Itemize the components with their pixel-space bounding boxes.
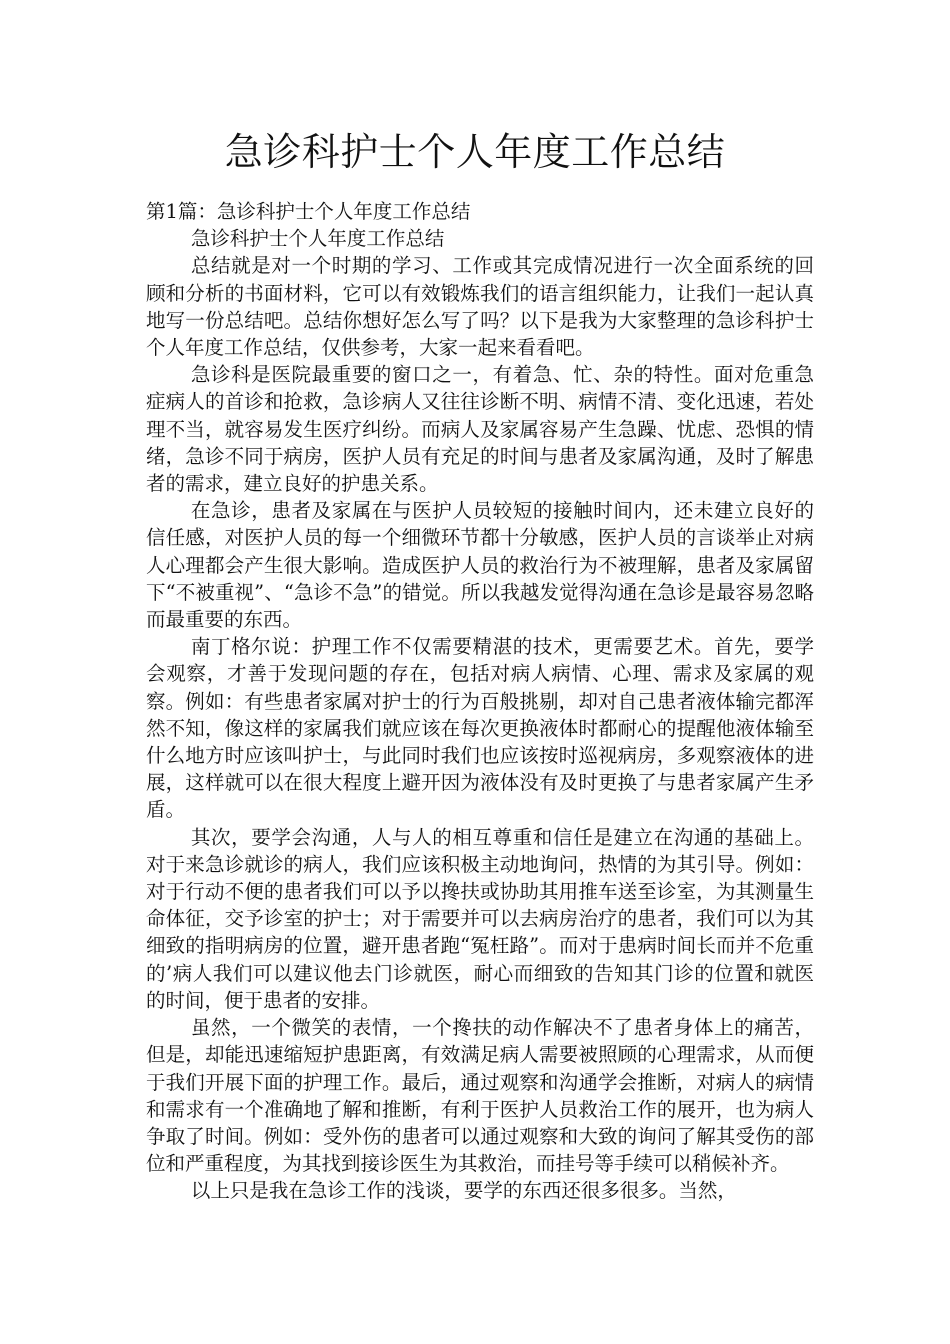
paragraph: 虽然，一个微笑的表情，一个搀扶的动作解决不了患者身体上的痛苦，但是，却能迅速缩短护患距离，有效满足病人需要被照顾的心理需求，从而便于我们开展下面的护理工作。最后，通过观察和沟通学会推断，对病人的病情和需求有一个准确地了解和推断，有利于医护人员救治工作的展开，也为病人争取了时间。例如：受外伤的患者可以通过观察和大致的询问了解其受伤的部位和严重程度，为其找到接诊医生为其救治，而挂号等手续可以稍候补齐。 <box>146 1016 814 1176</box>
document-subtitle: 急诊科护士个人年度工作总结 <box>190 227 445 251</box>
document-body <box>146 198 814 1205</box>
paragraph: 总结就是对一个时期的学习、工作或其完成情况进行一次全面系统的回顾和分析的书面材料，它可以有效锻炼我们的语言组织能力，让我们一起认真地写一份总结吧。总结你想好怎么写了吗？以下是我为大家整理的急诊科护士个人年度工作总结，仅供参考，大家一起来看看吧。 <box>146 254 814 360</box>
paragraph: 以上只是我在急诊工作的浅谈，要学的东西还很多很多。当然， <box>190 1179 737 1203</box>
paragraph: 急诊科是医院最重要的窗口之一，有着急、忙、杂的特性。面对危重急症病人的首诊和抢救，急诊病人又往往诊断不明、病情不清、变化迅速，若处理不当，就容易发生医疗纠纷。而病人及家属容易产生急躁、忧虑、恐惧的情绪，急诊不同于病房，医护人员有充足的时间与患者及家属沟通，及时了解患者的需求，建立良好的护患关系。 <box>146 363 814 496</box>
paragraph: 南丁格尔说：护理工作不仅需要精湛的技术，更需要艺术。首先，要学会观察，才善于发现问题的存在，包括对病人病情、心理、需求及家属的观察。例如：有些患者家属对护士的行为百般挑剔，却对自己患者液体输完都浑然不知，像这样的家属我们就应该在每次更换液体时都耐心的提醒他液体输至什么地方时应该叫护士，与此同时我们也应该按时巡视病房，多观察液体的进展，这样就可以在很大程度上避开因为液体没有及时更换了与患者家属产生矛盾。 <box>146 635 814 822</box>
chapter-heading: 第1篇：急诊科护士个人年度工作总结 <box>146 200 471 223</box>
paragraph: 其次，要学会沟通，人与人的相互尊重和信任是建立在沟通的基础上。对于来急诊就诊的病人，我们应该积极主动地询问，热情的为其引导。例如：对于行动不便的患者我们可以予以搀扶或协助其用推车送至诊室，为其测量生命体征，交予诊室的护士；对于需要并可以去病房治疗的患者，我们可以为其细致的指明病房的位置，避开患者跑“冤枉路”。而对于患病时间长而并不危重的’病人我们可以建议他去门诊就医，耐心而细致的告知其门诊的位置和就医的时间，便于患者的安排。 <box>146 825 814 1012</box>
paragraph: 在急诊，患者及家属在与医护人员较短的接触时间内，还未建立良好的信任感，对医护人员的每一个细微环节都十分敏感，医护人员的言谈举止对病人心理都会产生很大影响。造成医护人员的救治行为不被理解，患者及家属留下“不被重视”、“急诊不急”的错觉。所以我越发觉得沟通在急诊是最容易忽略而最重要的东西。 <box>146 499 814 632</box>
document-title: 急诊科护士个人年度工作总结 <box>224 130 726 174</box>
